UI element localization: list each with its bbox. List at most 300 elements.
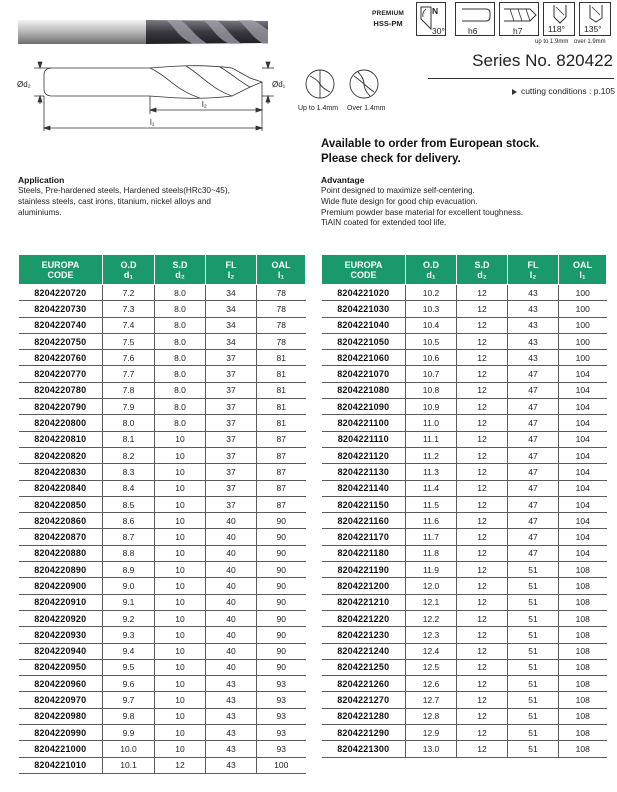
fl-cell: 47	[508, 366, 559, 382]
cutting-conditions-link[interactable]	[470, 86, 615, 96]
od-cell: 10.2	[406, 285, 457, 301]
oal-cell: 104	[559, 382, 607, 398]
sd-cell: 10	[155, 529, 206, 545]
sd-cell: 12	[155, 757, 206, 773]
od-cell: 12.1	[406, 594, 457, 610]
table-row	[322, 610, 607, 626]
od-cell: 9.2	[103, 610, 155, 626]
code-cell: 8204221230	[322, 627, 406, 643]
code-cell: 8204220840	[19, 480, 103, 496]
od-cell: 10.7	[406, 366, 457, 382]
oal-cell: 87	[257, 480, 306, 496]
code-cell: 8204221080	[322, 382, 406, 398]
code-cell: 8204220820	[19, 447, 103, 463]
sd-cell: 10	[155, 431, 206, 447]
fl-cell: 51	[508, 741, 559, 757]
od-cell: 10.9	[406, 399, 457, 415]
od-cell: 12.4	[406, 643, 457, 659]
table-row	[19, 659, 306, 675]
header-sd: S.D d₂	[155, 255, 206, 285]
table-row	[322, 366, 607, 382]
oal-cell: 108	[559, 578, 607, 594]
header-oal: OAL l₁	[559, 255, 607, 285]
od-cell: 9.0	[103, 578, 155, 594]
od-cell: 7.2	[103, 285, 155, 301]
code-cell: 8204220990	[19, 725, 103, 741]
application-title: Application	[18, 175, 65, 185]
table-row	[19, 562, 306, 578]
fl-cell: 43	[206, 692, 257, 708]
oal-cell: 90	[257, 562, 306, 578]
table-row	[19, 285, 306, 301]
shank-tolerance-label: h6	[468, 26, 478, 36]
oal-cell: 90	[257, 627, 306, 643]
sd-cell: 10	[155, 725, 206, 741]
oal-cell: 104	[559, 496, 607, 512]
fl-cell: 43	[206, 708, 257, 724]
code-cell: 8204221120	[322, 447, 406, 463]
sd-cell: 12	[457, 480, 508, 496]
fl-cell: 40	[206, 513, 257, 529]
code-cell: 8204221180	[322, 545, 406, 561]
table-row	[322, 399, 607, 415]
oal-cell: 87	[257, 496, 306, 512]
oal-cell: 81	[257, 366, 306, 382]
header-sd: S.D d₂	[457, 255, 508, 285]
od-cell: 11.9	[406, 562, 457, 578]
od-cell: 10.0	[103, 741, 155, 757]
coating-angle-label: 30°	[432, 26, 445, 36]
fl-cell: 37	[206, 480, 257, 496]
l2-label: l₂	[202, 100, 207, 109]
sd-cell: 10	[155, 692, 206, 708]
fl-cell: 47	[508, 431, 559, 447]
fl-cell: 34	[206, 301, 257, 317]
code-cell: 8204221190	[322, 562, 406, 578]
oal-cell: 87	[257, 447, 306, 463]
fl-cell: 43	[206, 741, 257, 757]
od-cell: 10.3	[406, 301, 457, 317]
od-cell: 8.2	[103, 447, 155, 463]
sd-cell: 10	[155, 708, 206, 724]
table-row	[19, 741, 306, 757]
table-row	[322, 317, 607, 333]
sd-cell: 10	[155, 562, 206, 578]
code-cell: 8204220900	[19, 578, 103, 594]
oal-cell: 108	[559, 708, 607, 724]
header-od: O.D d₁	[103, 255, 155, 285]
fl-cell: 51	[508, 676, 559, 692]
code-cell: 8204220790	[19, 399, 103, 415]
od-cell: 9.1	[103, 594, 155, 610]
fl-cell: 34	[206, 333, 257, 349]
advantage-line-1: Point designed to maximize self-centering.	[321, 186, 475, 195]
oal-cell: 87	[257, 464, 306, 480]
code-cell: 8204220890	[19, 562, 103, 578]
table-row	[19, 545, 306, 561]
od-cell: 8.6	[103, 513, 155, 529]
fl-cell: 51	[508, 578, 559, 594]
table-row	[19, 399, 306, 415]
od-cell: 7.7	[103, 366, 155, 382]
oal-cell: 108	[559, 741, 607, 757]
fl-cell: 47	[508, 447, 559, 463]
table-body-left	[19, 285, 306, 774]
premium-label: PREMIUM	[371, 10, 405, 17]
fl-cell: 51	[508, 594, 559, 610]
table-row	[19, 513, 306, 529]
sd-cell: 12	[457, 431, 508, 447]
od-cell: 12.0	[406, 578, 457, 594]
oal-cell: 78	[257, 333, 306, 349]
od-cell: 7.5	[103, 333, 155, 349]
availability-notice	[321, 137, 539, 167]
table-row	[19, 676, 306, 692]
od-cell: 8.4	[103, 480, 155, 496]
table-row	[19, 350, 306, 366]
table-row	[19, 725, 306, 741]
fl-cell: 40	[206, 610, 257, 626]
sd-cell: 10	[155, 578, 206, 594]
od-cell: 9.7	[103, 692, 155, 708]
code-cell: 8204221060	[322, 350, 406, 366]
oal-cell: 104	[559, 431, 607, 447]
od-cell: 12.9	[406, 725, 457, 741]
sd-cell: 12	[457, 741, 508, 757]
od-cell: 11.1	[406, 431, 457, 447]
table-row	[322, 301, 607, 317]
fl-cell: 40	[206, 594, 257, 610]
l1-label: l₁	[150, 118, 155, 127]
drill-product-image	[18, 16, 268, 48]
od-cell: 7.8	[103, 382, 155, 398]
od-cell: 12.2	[406, 610, 457, 626]
code-cell: 8204220780	[19, 382, 103, 398]
od-cell: 12.7	[406, 692, 457, 708]
code-cell: 8204220880	[19, 545, 103, 561]
availability-line-1: Available to order from European stock.	[321, 138, 540, 150]
code-cell: 8204221300	[322, 741, 406, 757]
table-row	[322, 659, 607, 675]
table-row	[19, 447, 306, 463]
code-cell: 8204221280	[322, 708, 406, 724]
oal-cell: 93	[257, 676, 306, 692]
od-cell: 7.6	[103, 350, 155, 366]
application-line-3: aluminiums.	[18, 207, 62, 217]
table-row	[19, 692, 306, 708]
od-cell: 12.8	[406, 708, 457, 724]
oal-cell: 90	[257, 513, 306, 529]
oal-cell: 104	[559, 529, 607, 545]
sd-cell: 12	[457, 676, 508, 692]
series-underline	[428, 78, 614, 79]
fl-cell: 37	[206, 464, 257, 480]
sd-cell: 12	[457, 578, 508, 594]
code-cell: 8204221030	[322, 301, 406, 317]
table-row	[19, 415, 306, 431]
table-header-row	[19, 255, 306, 285]
oal-cell: 108	[559, 692, 607, 708]
fl-cell: 37	[206, 496, 257, 512]
table-row	[19, 529, 306, 545]
fl-cell: 34	[206, 285, 257, 301]
point-end-views	[292, 62, 412, 122]
code-cell: 8204220910	[19, 594, 103, 610]
application-line-1: Steels, Pre-hardened steels, Hardened steels(HRc30~45),	[18, 186, 230, 195]
sd-cell: 12	[457, 382, 508, 398]
d2-label: Ød₂	[17, 80, 31, 89]
table-row	[322, 350, 607, 366]
oal-cell: 90	[257, 610, 306, 626]
sd-cell: 10	[155, 464, 206, 480]
header-od: O.D d₁	[406, 255, 457, 285]
code-cell: 8204221290	[322, 725, 406, 741]
feature-icons	[365, 2, 615, 48]
table-row	[19, 317, 306, 333]
header-fl: FL l₂	[508, 255, 559, 285]
sd-cell: 12	[457, 725, 508, 741]
oal-cell: 78	[257, 317, 306, 333]
code-cell: 8204221140	[322, 480, 406, 496]
table-row	[322, 692, 607, 708]
code-cell: 8204221150	[322, 496, 406, 512]
oal-cell: 87	[257, 431, 306, 447]
code-cell: 8204221100	[322, 415, 406, 431]
code-cell: 8204220970	[19, 692, 103, 708]
sd-cell: 12	[457, 399, 508, 415]
code-cell: 8204221040	[322, 317, 406, 333]
oal-cell: 104	[559, 464, 607, 480]
od-cell: 11.4	[406, 480, 457, 496]
advantage-line-4: TiAIN coated for extended tool life.	[321, 218, 447, 228]
sd-cell: 8.0	[155, 285, 206, 301]
sd-cell: 12	[457, 562, 508, 578]
oal-cell: 108	[559, 594, 607, 610]
od-cell: 13.0	[406, 741, 457, 757]
sd-cell: 12	[457, 610, 508, 626]
table-row	[322, 545, 607, 561]
cutting-conditions-text: cutting conditions : p.105	[520, 86, 615, 96]
sd-cell: 10	[155, 643, 206, 659]
od-cell: 9.8	[103, 708, 155, 724]
table-row	[322, 382, 607, 398]
code-cell: 8204220940	[19, 643, 103, 659]
code-cell: 8204220980	[19, 708, 103, 724]
table-row	[19, 578, 306, 594]
code-cell: 8204220930	[19, 627, 103, 643]
sd-cell: 12	[457, 350, 508, 366]
table-row	[322, 708, 607, 724]
header-europa-code: EUROPA CODE	[19, 255, 103, 285]
oal-cell: 90	[257, 643, 306, 659]
sd-cell: 8.0	[155, 366, 206, 382]
od-cell: 9.4	[103, 643, 155, 659]
table-row	[322, 725, 607, 741]
od-cell: 8.8	[103, 545, 155, 561]
code-cell: 8204221020	[322, 285, 406, 301]
table-row	[19, 610, 306, 626]
oal-cell: 108	[559, 562, 607, 578]
od-cell: 11.5	[406, 496, 457, 512]
code-cell: 8204221130	[322, 464, 406, 480]
sd-cell: 12	[457, 594, 508, 610]
sd-cell: 12	[457, 366, 508, 382]
oal-cell: 108	[559, 659, 607, 675]
fl-cell: 47	[508, 545, 559, 561]
oal-cell: 104	[559, 545, 607, 561]
table-row	[322, 431, 607, 447]
sd-cell: 10	[155, 627, 206, 643]
technical-drawing	[0, 56, 300, 142]
code-cell: 8204221270	[322, 692, 406, 708]
sd-cell: 8.0	[155, 333, 206, 349]
code-cell: 8204221210	[322, 594, 406, 610]
od-cell: 10.8	[406, 382, 457, 398]
table-row	[19, 366, 306, 382]
table-row	[322, 333, 607, 349]
sd-cell: 8.0	[155, 382, 206, 398]
availability-line-2: Please check for delivery.	[321, 153, 461, 165]
fl-cell: 51	[508, 627, 559, 643]
oal-cell: 100	[559, 350, 607, 366]
fl-cell: 37	[206, 431, 257, 447]
oal-cell: 93	[257, 725, 306, 741]
oal-cell: 108	[559, 643, 607, 659]
fl-cell: 47	[508, 415, 559, 431]
arrow-right-icon	[512, 89, 517, 95]
fl-cell: 51	[508, 562, 559, 578]
fl-cell: 51	[508, 725, 559, 741]
header-fl: FL l₂	[206, 255, 257, 285]
code-cell: 8204221200	[322, 578, 406, 594]
fl-cell: 37	[206, 415, 257, 431]
table-row	[322, 464, 607, 480]
oal-cell: 90	[257, 659, 306, 675]
code-cell: 8204220830	[19, 464, 103, 480]
code-cell: 8204220800	[19, 415, 103, 431]
table-row	[19, 333, 306, 349]
code-cell: 8204220810	[19, 431, 103, 447]
fl-cell: 40	[206, 529, 257, 545]
sd-cell: 12	[457, 317, 508, 333]
advantage-line-3: Premium powder base material for excellent toughness.	[321, 207, 524, 217]
oal-cell: 93	[257, 692, 306, 708]
od-cell: 11.2	[406, 447, 457, 463]
table-row	[322, 529, 607, 545]
point-angle-135-label: 135°	[584, 24, 602, 34]
premium-hss-pm-badge	[365, 2, 411, 36]
fl-cell: 47	[508, 513, 559, 529]
code-cell: 8204220720	[19, 285, 103, 301]
oal-cell: 108	[559, 725, 607, 741]
fl-cell: 37	[206, 350, 257, 366]
oal-cell: 81	[257, 350, 306, 366]
fl-cell: 40	[206, 643, 257, 659]
fl-cell: 37	[206, 447, 257, 463]
application-text	[18, 186, 308, 218]
sd-cell: 12	[457, 708, 508, 724]
od-cell: 8.5	[103, 496, 155, 512]
od-cell: 8.0	[103, 415, 155, 431]
table-row	[19, 464, 306, 480]
od-cell: 11.0	[406, 415, 457, 431]
fl-cell: 37	[206, 366, 257, 382]
oal-cell: 90	[257, 578, 306, 594]
od-cell: 12.3	[406, 627, 457, 643]
oal-cell: 78	[257, 285, 306, 301]
fl-cell: 43	[206, 725, 257, 741]
sd-cell: 12	[457, 659, 508, 675]
table-row	[322, 496, 607, 512]
oal-cell: 100	[257, 757, 306, 773]
od-cell: 7.9	[103, 399, 155, 415]
fl-cell: 47	[508, 496, 559, 512]
application-line-2: stainless steels, cast irons, titanium, nickel alloys and	[18, 196, 211, 206]
od-cell: 9.5	[103, 659, 155, 675]
advantage-line-2: Wide flute design for good chip evacuation.	[321, 196, 478, 206]
table-body-right	[322, 285, 607, 758]
code-cell: 8204221010	[19, 757, 103, 773]
table-row	[19, 708, 306, 724]
code-cell: 8204220960	[19, 676, 103, 692]
table-row	[19, 627, 306, 643]
fl-cell: 47	[508, 464, 559, 480]
sd-cell: 8.0	[155, 301, 206, 317]
oal-cell: 90	[257, 545, 306, 561]
sd-cell: 12	[457, 627, 508, 643]
sd-cell: 12	[457, 545, 508, 561]
od-cell: 8.7	[103, 529, 155, 545]
oal-cell: 104	[559, 447, 607, 463]
sd-cell: 10	[155, 594, 206, 610]
sd-cell: 12	[457, 333, 508, 349]
oal-cell: 81	[257, 399, 306, 415]
fl-cell: 47	[508, 480, 559, 496]
header-oal: OAL l₁	[257, 255, 306, 285]
advantage-text	[321, 186, 611, 229]
table-row	[322, 643, 607, 659]
fl-cell: 43	[508, 350, 559, 366]
oal-cell: 100	[559, 285, 607, 301]
table-row	[322, 562, 607, 578]
oal-cell: 108	[559, 627, 607, 643]
fl-cell: 51	[508, 692, 559, 708]
point-angle-118-label: 118°	[548, 24, 565, 34]
od-cell: 8.1	[103, 431, 155, 447]
code-cell: 8204220750	[19, 333, 103, 349]
sd-cell: 8.0	[155, 317, 206, 333]
od-cell: 10.6	[406, 350, 457, 366]
code-cell: 8204221050	[322, 333, 406, 349]
oal-cell: 100	[559, 301, 607, 317]
table-row	[19, 480, 306, 496]
od-cell: 12.5	[406, 659, 457, 675]
fl-cell: 43	[206, 757, 257, 773]
code-cell: 8204220740	[19, 317, 103, 333]
code-cell: 8204220760	[19, 350, 103, 366]
od-cell: 10.4	[406, 317, 457, 333]
series-title: Series No. 820422	[472, 51, 613, 70]
code-cell: 8204220870	[19, 529, 103, 545]
oal-cell: 78	[257, 301, 306, 317]
fl-cell: 40	[206, 627, 257, 643]
od-cell: 7.4	[103, 317, 155, 333]
sd-cell: 12	[457, 447, 508, 463]
sd-cell: 10	[155, 676, 206, 692]
sd-cell: 10	[155, 513, 206, 529]
table-row	[322, 447, 607, 463]
oal-cell: 81	[257, 382, 306, 398]
